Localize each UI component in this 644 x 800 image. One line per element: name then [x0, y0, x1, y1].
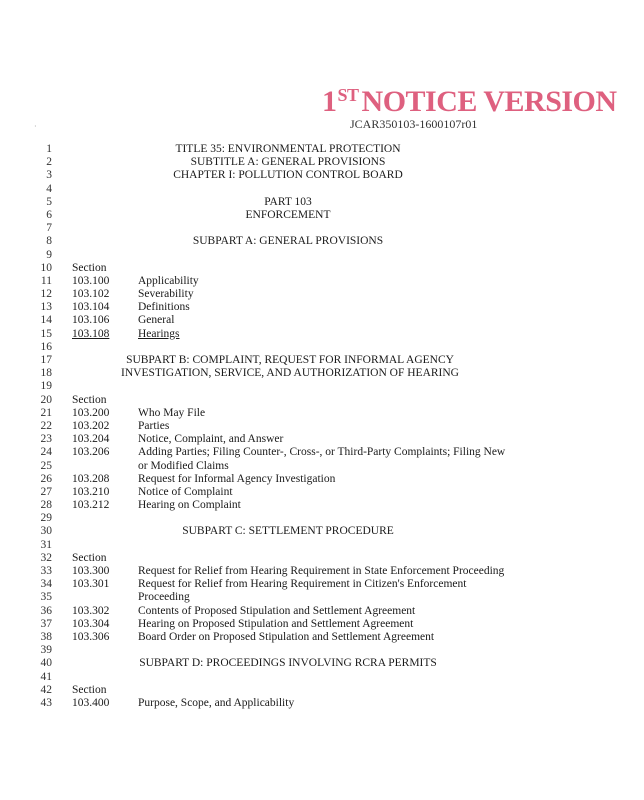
section-number: 103.212 [72, 499, 110, 512]
section-number: 103.306 [72, 630, 110, 643]
document-line [0, 618, 644, 631]
section-title: Hearings [138, 327, 180, 340]
line-number: 10 [40, 261, 52, 274]
line-number: 43 [40, 696, 52, 709]
stamp-ordinal-suffix: ST [337, 85, 359, 105]
section-number: 103.202 [72, 419, 110, 432]
line-number: 23 [40, 433, 52, 446]
line-number: 7 [46, 222, 52, 235]
section-title: Hearing on Proposed Stipulation and Settlement Agreement [138, 617, 414, 630]
section-title: Proceeding [138, 591, 190, 604]
document-line [0, 183, 644, 196]
section-number: 103.102 [72, 288, 110, 301]
section-title: Adding Parties; Filing Counter-, Cross-, or Third-Party Complaints; Filing New [138, 446, 506, 459]
section-title: Purpose, Scope, and Applicability [138, 696, 295, 709]
document-line [0, 288, 644, 301]
document-line [0, 486, 644, 499]
line-number: 14 [40, 314, 52, 327]
line-number: 6 [46, 208, 52, 221]
document-line [0, 354, 644, 367]
line-number: 2 [46, 156, 52, 169]
heading-text: SUBTITLE A: GENERAL PROVISIONS [190, 156, 386, 169]
heading-text: SUBPART B: COMPLAINT, REQUEST FOR INFORMAL AGENCY [126, 354, 454, 366]
section-number: 103.108 [72, 327, 110, 340]
document-line [0, 684, 644, 697]
margin-mark: · [34, 122, 37, 131]
document-line [0, 249, 644, 262]
section-title: Contents of Proposed Stipulation and Settlement Agreement [138, 604, 416, 617]
line-number: 28 [40, 499, 52, 512]
section-title: Notice of Complaint [138, 485, 233, 498]
line-number: 35 [40, 591, 52, 604]
document-line [0, 222, 644, 235]
document-line [0, 420, 644, 433]
line-number: 18 [40, 367, 52, 380]
line-number: 25 [40, 459, 52, 472]
line-number: 41 [40, 670, 52, 683]
section-number: 103.100 [72, 274, 110, 287]
stamp-ordinal: 1 [322, 85, 337, 118]
line-number: 34 [40, 578, 52, 591]
document-line [0, 380, 644, 393]
line-number: 8 [46, 235, 52, 248]
document-line [0, 697, 644, 710]
section-title: Parties [138, 419, 170, 432]
heading-text: TITLE 35: ENVIRONMENTAL PROTECTION [175, 143, 401, 155]
document-line [0, 460, 644, 473]
document-line [0, 552, 644, 565]
document-line [0, 196, 644, 209]
line-number: 1 [46, 143, 52, 155]
document-line [0, 367, 644, 380]
heading-text: PART 103 [264, 195, 312, 208]
line-number: 5 [46, 195, 52, 208]
line-number: 36 [40, 604, 52, 617]
document-line [0, 394, 644, 407]
line-number: 37 [40, 617, 52, 630]
section-title: Board Order on Proposed Stipulation and Settlement Agreement [138, 630, 435, 643]
document-line [0, 235, 644, 248]
document-line [0, 605, 644, 618]
notice-version-stamp [322, 86, 617, 117]
document-line [0, 341, 644, 354]
document-line [0, 578, 644, 591]
section-number: 103.204 [72, 433, 110, 446]
heading-text: CHAPTER I: POLLUTION CONTROL BOARD [173, 169, 403, 182]
line-number: 40 [40, 657, 52, 670]
line-number: 4 [46, 182, 52, 195]
document-id: JCAR350103-1600107r01 [350, 117, 478, 131]
line-number: 42 [40, 683, 52, 696]
section-number: 103.300 [72, 565, 110, 577]
document-line [0, 143, 644, 156]
section-title: Request for Relief from Hearing Requirement in Citizen's Enforcement [138, 578, 467, 591]
document-line [0, 644, 644, 657]
section-number: 103.106 [72, 314, 110, 327]
section-title: Who May File [138, 406, 206, 419]
line-number: 26 [40, 472, 52, 485]
line-number: 3 [46, 169, 52, 182]
section-title: or Modified Claims [138, 459, 229, 472]
heading-text: SUBPART A: GENERAL PROVISIONS [192, 235, 384, 248]
section-number: 103.210 [72, 485, 110, 498]
document-line [0, 209, 644, 222]
document-line [0, 262, 644, 275]
document-line [0, 156, 644, 169]
line-number: 27 [40, 485, 52, 498]
document-line [0, 328, 644, 341]
section-number: Section [72, 551, 107, 564]
line-number: 12 [40, 288, 52, 301]
line-number: 20 [40, 393, 52, 406]
section-number: 103.400 [72, 696, 110, 709]
line-number: 22 [40, 419, 52, 432]
line-number: 9 [46, 248, 52, 261]
line-number: 19 [40, 380, 52, 393]
line-number: 31 [40, 538, 52, 551]
line-number: 11 [40, 274, 52, 287]
document-line [0, 657, 644, 670]
document-line [0, 539, 644, 552]
section-title: Hearing on Complaint [138, 499, 241, 512]
line-number: 15 [40, 327, 52, 340]
section-number: 103.200 [72, 406, 110, 419]
section-title: General [138, 314, 175, 327]
line-number: 16 [40, 340, 52, 353]
document-line [0, 591, 644, 604]
section-number: 103.302 [72, 604, 110, 617]
line-number: 13 [40, 301, 52, 314]
line-number: 39 [40, 644, 52, 657]
document-line [0, 446, 644, 459]
section-title: Definitions [138, 301, 190, 314]
section-number: 103.104 [72, 301, 110, 314]
document-line [0, 473, 644, 486]
document-body [0, 143, 644, 710]
section-title: Request for Informal Agency Investigation [138, 472, 336, 485]
section-title: Applicability [138, 274, 199, 287]
section-title: Notice, Complaint, and Answer [138, 433, 284, 446]
document-line [0, 631, 644, 644]
section-number: 103.301 [72, 578, 110, 591]
document-line [0, 671, 644, 684]
line-number: 21 [40, 406, 52, 419]
heading-text: SUBPART C: SETTLEMENT PROCEDURE [182, 525, 394, 538]
line-number: 17 [40, 354, 52, 366]
section-title: Severability [138, 288, 194, 301]
document-line [0, 314, 644, 327]
section-number: Section [72, 683, 107, 696]
stamp-text: NOTICE VERSION [361, 85, 617, 118]
document-line [0, 512, 644, 525]
document-line [0, 565, 644, 578]
line-number: 24 [40, 446, 52, 459]
heading-text: SUBPART D: PROCEEDINGS INVOLVING RCRA PERMITS [139, 657, 437, 670]
line-number: 38 [40, 630, 52, 643]
heading-text: ENFORCEMENT [245, 208, 331, 221]
document-line [0, 407, 644, 420]
document-line [0, 275, 644, 288]
section-number: Section [72, 261, 107, 274]
line-number: 33 [40, 565, 52, 577]
line-number: 29 [40, 512, 52, 525]
document-line [0, 301, 644, 314]
document-line [0, 433, 644, 446]
line-number: 32 [40, 551, 52, 564]
section-title: Request for Relief from Hearing Requirement in State Enforcement Proceeding [138, 565, 505, 577]
document-line [0, 525, 644, 538]
section-number: 103.206 [72, 446, 110, 459]
section-number: Section [72, 393, 107, 406]
document-line [0, 499, 644, 512]
section-number: 103.304 [72, 617, 110, 630]
document-line [0, 169, 644, 182]
section-number: 103.208 [72, 472, 110, 485]
line-number: 30 [40, 525, 52, 538]
heading-text: INVESTIGATION, SERVICE, AND AUTHORIZATION OF HEARING [121, 367, 459, 380]
